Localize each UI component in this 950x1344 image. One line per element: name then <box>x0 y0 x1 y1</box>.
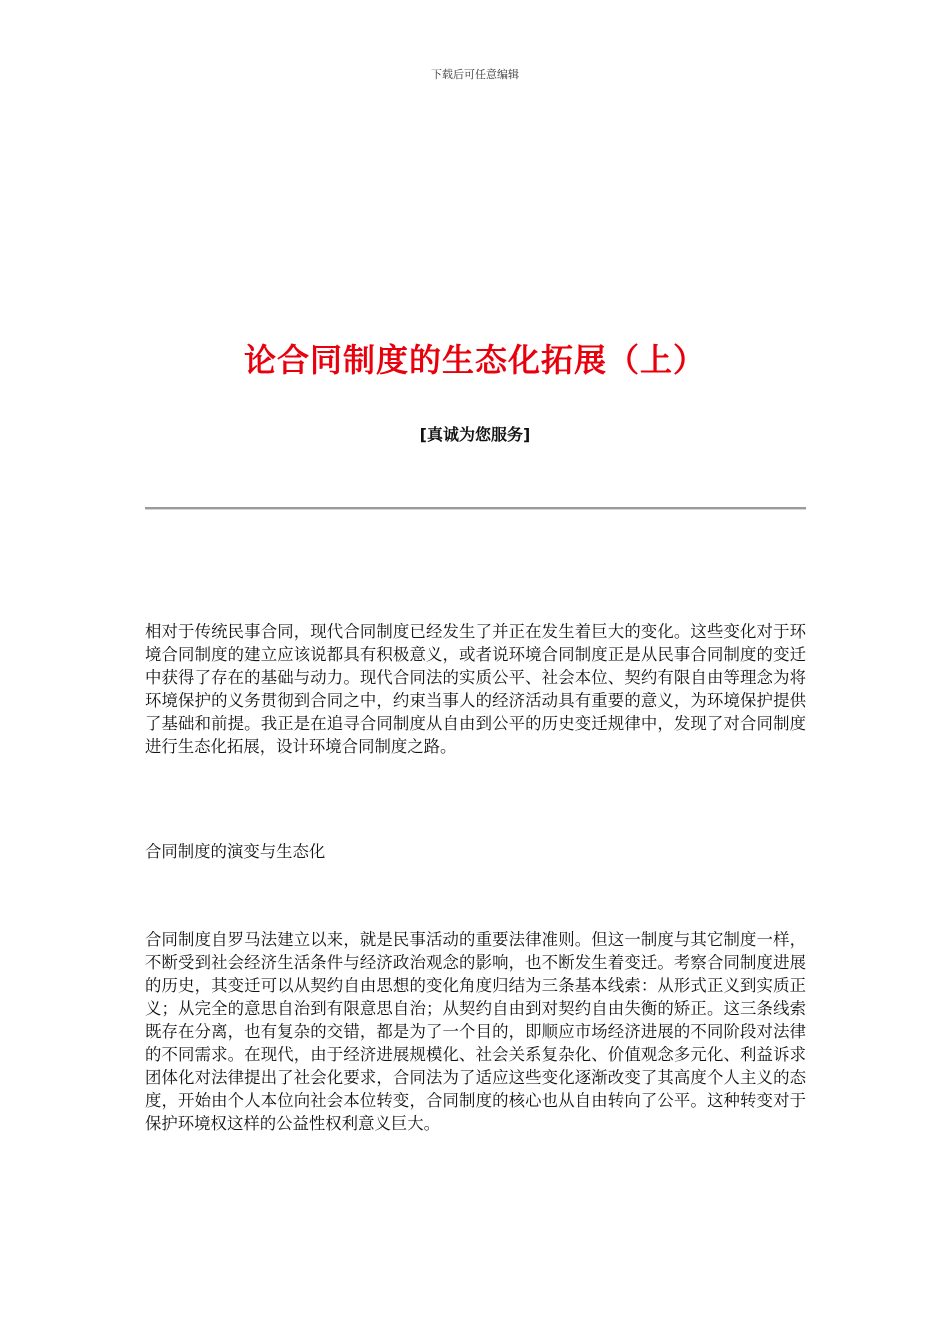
page-header-note: 下载后可任意编辑 <box>431 68 519 81</box>
title-divider <box>145 507 806 510</box>
body-paragraph-2: 合同制度自罗马法建立以来，就是民事活动的重要法律准则。但这一制度与其它制度一样，不断受到社会经济生活条件与经济政治观念的影响，也不断发生着变迁。考察合同制度进展的历史，其变迁可以从契约自由思想的变化角度归结为三条基本线索：从形式正义到实质正义；从完全的意思自治到有限意思自治；从契约自由到对契约自由失衡的矫正。这三条线索既存在分离，也有复杂的交错，都是为了一个目的，即顺应市场经济进展的不同阶段对法律的不同需求。在现代，由于经济进展规模化、社会关系复杂化、价值观念多元化、利益诉求团体化对法律提出了社会化要求，合同法为了适应这些变化逐渐改变了其高度个人主义的态度，开始由个人本位向社会本位转变，合同制度的核心也从自由转向了公平。这种转变对于保护环境权这样的公益性权利意义巨大。 <box>145 930 806 1133</box>
document-title: 论合同制度的生态化拓展（上） <box>243 341 706 379</box>
document-subtitle: [真诚为您服务] <box>419 425 531 444</box>
section-heading: 合同制度的演变与生态化 <box>145 842 326 861</box>
body-paragraph-1: 相对于传统民事合同，现代合同制度已经发生了并正在发生着巨大的变化。这些变化对于环境合同制度的建立应该说都具有积极意义，或者说环境合同制度正是从民事合同制度的变迁中获得了存在的基础与动力。现代合同法的实质公平、社会本位、契约有限自由等理念为将环境保护的义务贯彻到合同之中，约束当事人的经济活动具有重要的意义，为环境保护提供了基础和前提。我正是在追寻合同制度从自由到公平的历史变迁规律中，发现了对合同制度进行生态化拓展，设计环境合同制度之路。 <box>145 622 806 756</box>
